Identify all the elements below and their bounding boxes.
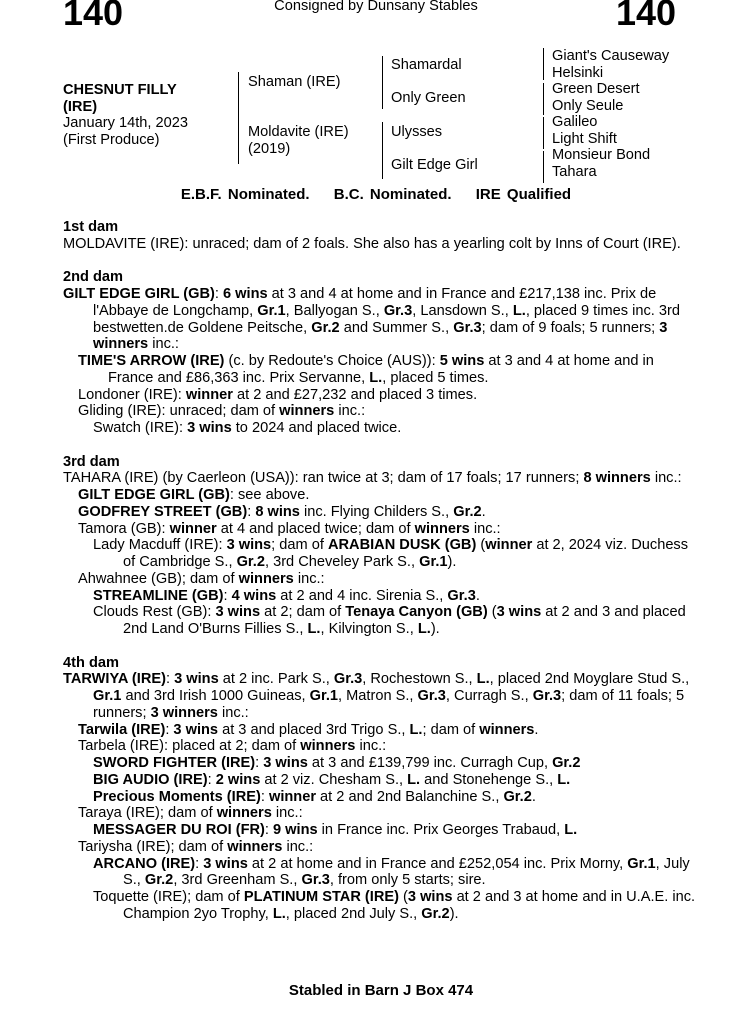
text: , placed 9 times inc. 3rd bestwetten.de Goldene Peitsche, xyxy=(93,302,680,336)
bold-text: SWORD FIGHTER (IRE) xyxy=(93,755,256,771)
text: inc.: xyxy=(148,336,179,353)
text: inc.: xyxy=(293,570,325,587)
text: at 2 and 4 inc. Sirenia S., xyxy=(276,587,448,604)
text: : xyxy=(247,503,256,520)
text: : xyxy=(260,788,269,805)
great-grandparents xyxy=(552,48,669,180)
text: inc. Flying Childers S., xyxy=(299,503,454,520)
section-heading: 2nd dam xyxy=(63,269,124,286)
bold-text: winner xyxy=(268,788,316,805)
bold-text: Tenaya Canyon (GB) xyxy=(345,604,488,621)
granddam-paternal: Only Green xyxy=(391,90,466,106)
text: to 2024 and placed twice. xyxy=(231,420,402,436)
text: at 2 and 3 at home and in U.A.E. inc. Champion 2yo Trophy, xyxy=(123,889,696,922)
pedigree-entry xyxy=(63,889,703,923)
text: ( xyxy=(398,889,408,905)
bold-text: L. xyxy=(369,369,383,386)
text: : xyxy=(207,771,216,788)
text: , July S., xyxy=(123,855,690,889)
bold-text: GILT EDGE GIRL (GB) xyxy=(63,286,215,302)
pedigree-entry xyxy=(63,387,703,404)
bold-text: L. xyxy=(512,302,526,319)
text: at 2 viz. Chesham S., xyxy=(260,771,408,788)
bold-text: 3 wins xyxy=(496,604,542,621)
bold-text: Precious Moments (IRE) xyxy=(93,788,261,805)
pedigree-entry xyxy=(63,353,703,387)
text: Swatch (IRE): xyxy=(93,420,188,436)
bold-text: winners xyxy=(238,570,294,587)
text: at 3 and 4 at home and in France and £217,138 inc. Prix de l'Abbaye de Longchamp, xyxy=(93,286,657,319)
bold-text: winners xyxy=(279,403,335,420)
bold-text: Gr.1 xyxy=(257,302,286,319)
pedigree-bracket-1 xyxy=(543,48,544,80)
bold-text: Gr.1 xyxy=(93,688,122,704)
text: at 4 and placed twice; dam of xyxy=(216,520,415,537)
bold-text: Gr.2 xyxy=(236,554,265,570)
text: inc.: xyxy=(271,805,303,822)
text: Gliding (IRE): unraced; dam of xyxy=(78,403,280,420)
bold-text: 3 wins xyxy=(226,537,272,554)
bold-text: 5 wins xyxy=(439,353,485,369)
text: at 2 and £27,232 and placed 3 times. xyxy=(232,386,478,403)
dam xyxy=(248,124,349,157)
bold-text: TARWIYA (IRE) xyxy=(63,671,166,688)
text: at 2; dam of xyxy=(260,604,346,621)
text: : xyxy=(264,822,273,838)
text: , 3rd Cheveley Park S., xyxy=(264,554,420,570)
text: Tamora (GB): xyxy=(78,520,170,537)
bold-text: Gr.1 xyxy=(419,554,448,570)
great-grandparent-8: Tahara xyxy=(552,163,597,180)
great-grandparent-7: Monsieur Bond xyxy=(552,147,651,163)
text: , Matron S., xyxy=(338,688,418,704)
text: at 3 and placed 3rd Trigo S., xyxy=(218,721,410,738)
bold-text: Gr.2 xyxy=(421,905,450,922)
bold-text: Gr.2 xyxy=(552,755,581,771)
pedigree-entry xyxy=(63,286,703,353)
bold-text: Gr.3 xyxy=(447,587,476,604)
great-grandparent-4: Only Seule xyxy=(552,97,624,114)
text: TAHARA (IRE) (by Caerleon (USA)): ran twice at 3; dam of 17 foals; 17 runners; xyxy=(63,470,584,487)
text: ; dam of xyxy=(271,537,328,554)
bold-text: Gr.2 xyxy=(144,872,174,889)
text: Toquette (IRE); dam of xyxy=(93,889,244,905)
horse-sex-line-2: (IRE) xyxy=(63,98,98,115)
text: at 2 and 3 and placed 2nd Land O'Burns Fillies S., xyxy=(123,604,686,637)
text: Clouds Rest (GB): xyxy=(93,604,216,621)
text: Ahwahnee (GB); dam of xyxy=(78,570,239,587)
bold-text: ARABIAN DUSK (GB) xyxy=(327,537,477,554)
text: , Lansdown S., xyxy=(412,302,513,319)
text: ; dam of xyxy=(422,721,480,738)
text: , Ballyogan S., xyxy=(285,302,384,319)
text: ; dam of 9 foals; 5 runners; xyxy=(481,319,660,336)
bold-text: winners xyxy=(414,520,470,537)
pedigree-bracket-sire-line xyxy=(382,56,383,109)
bold-text: winner xyxy=(485,537,533,554)
granddam-maternal: Gilt Edge Girl xyxy=(391,157,478,173)
pedigree-entry xyxy=(63,537,703,571)
bold-text: L. xyxy=(557,771,571,788)
text: , placed 5 times. xyxy=(382,369,489,386)
text: at 2 and 2nd Balanchine S., xyxy=(316,788,504,805)
text: Tariysha (IRE); dam of xyxy=(78,838,228,855)
pedigree-entry xyxy=(63,588,703,605)
grandsire-paternal: Shamardal xyxy=(391,57,462,73)
bold-text: L. xyxy=(272,905,286,922)
pedigree-entry xyxy=(63,738,703,755)
great-grandparent-1: Giant's Causeway xyxy=(552,48,670,64)
text: : xyxy=(223,587,232,604)
bold-text: 3 wins xyxy=(187,420,232,436)
bold-text: Gr.1 xyxy=(627,855,656,872)
pedigree-bracket-dam-line xyxy=(382,122,383,179)
bold-text: L. xyxy=(564,822,578,838)
dam-line-2: (2019) xyxy=(248,140,291,157)
text: at 2 inc. Park S., xyxy=(218,671,334,688)
text: , placed 2nd Moyglare Stud S., xyxy=(489,671,690,688)
text: ). xyxy=(449,905,459,922)
bold-text: winners xyxy=(227,838,283,855)
grandsire-maternal: Ulysses xyxy=(391,124,443,140)
text: Taraya (IRE); dam of xyxy=(78,805,217,822)
bold-text: 3 wins xyxy=(407,889,453,905)
bold-text: Gr.2 xyxy=(453,503,482,520)
bold-text: 3 winners xyxy=(93,319,668,353)
nomination-bc: B.C. Nominated. xyxy=(333,186,452,203)
text: , Rochestown S., xyxy=(362,671,477,688)
text: . xyxy=(534,721,539,738)
great-grandparent-6: Light Shift xyxy=(552,130,617,147)
text: : xyxy=(195,855,204,872)
nomination-ire-qualified: IRE Qualified xyxy=(475,186,572,203)
text: inc.: xyxy=(469,520,501,537)
bold-text: 6 wins xyxy=(223,286,268,302)
bold-text: winner xyxy=(185,386,233,403)
text: ( xyxy=(487,604,497,621)
text: inc.: xyxy=(282,838,314,855)
text: , Kilvington S., xyxy=(320,621,418,637)
bold-text: Gr.3 xyxy=(417,688,446,704)
pedigree-entry xyxy=(63,604,703,638)
pedigree-bracket-sire-dam xyxy=(238,72,239,164)
text: at 3 and 4 at home and in France and £86,363 inc. Prix Servanne, xyxy=(108,353,654,386)
bold-text: 9 wins xyxy=(273,822,318,838)
bold-text: L. xyxy=(417,621,431,637)
nomination-ebf: E.B.F. Nominated. xyxy=(180,186,310,203)
pedigree-entry xyxy=(63,403,703,420)
text: : xyxy=(165,721,174,738)
bold-text: Gr.2 xyxy=(311,319,340,336)
bold-text: Gr.3 xyxy=(301,872,330,889)
text: inc.: xyxy=(650,470,682,487)
bold-text: 3 wins xyxy=(215,604,261,621)
horse-sex-breeding xyxy=(63,82,177,115)
pedigree-entry xyxy=(63,671,703,721)
bold-text: GILT EDGE GIRL (GB) xyxy=(78,487,230,503)
bold-text: MESSAGER DU ROI (FR) xyxy=(93,822,265,838)
bold-text: Gr.3 xyxy=(532,688,562,704)
bold-text: 4 wins xyxy=(231,587,277,604)
text: (c. by Redoute's Choice (AUS)): xyxy=(224,353,440,369)
bold-text: Gr.3 xyxy=(453,319,482,336)
pedigree-entry xyxy=(63,504,703,521)
pedigree-bracket-3 xyxy=(543,117,544,149)
text: , 3rd Greenham S., xyxy=(173,872,302,889)
pedigree-bracket-2 xyxy=(543,83,544,115)
pedigree-entry xyxy=(63,789,703,806)
text: ). xyxy=(430,621,440,637)
pedigree-entry xyxy=(63,805,703,822)
pedigree-entry xyxy=(63,236,703,253)
lot-number-right: 140 xyxy=(616,0,677,33)
bold-text: winner xyxy=(169,520,217,537)
nominations xyxy=(0,186,750,203)
great-grandparent-2: Helsinki xyxy=(552,64,604,81)
pedigree-entry xyxy=(63,755,703,772)
text: inc.: xyxy=(355,738,387,755)
bold-text: Gr.3 xyxy=(333,671,363,688)
bold-text: L. xyxy=(476,671,490,688)
bold-text: 8 winners xyxy=(583,470,651,487)
text: at 3 and £139,799 inc. Curragh Cup, xyxy=(307,755,553,771)
bold-text: 8 wins xyxy=(255,503,300,520)
section-heading: 1st dam xyxy=(63,219,119,235)
section-heading: 3rd dam xyxy=(63,453,120,470)
text: . xyxy=(481,503,486,520)
bold-text: Tarwila (IRE) xyxy=(78,721,166,738)
bold-text: 3 wins xyxy=(203,855,248,872)
text: and 3rd Irish 1000 Guineas, xyxy=(121,688,310,704)
section-heading: 4th dam xyxy=(63,654,119,671)
horse-date-of-birth xyxy=(63,115,188,148)
text: : see above. xyxy=(229,487,310,503)
consignor: Consigned by Dunsany Stables xyxy=(274,0,478,14)
pedigree-entry xyxy=(63,521,703,538)
text: and Summer S., xyxy=(339,319,454,336)
horse-sex-line-1: CHESNUT FILLY xyxy=(63,82,177,98)
bold-text: L. xyxy=(409,721,423,738)
text: . xyxy=(531,788,536,805)
bold-text: Gr.2 xyxy=(503,788,532,805)
text: inc.: xyxy=(334,403,366,420)
text: Lady Macduff (IRE): xyxy=(93,537,227,554)
bold-text: winners xyxy=(300,738,356,755)
text: inc.: xyxy=(217,704,249,721)
pedigree-entry xyxy=(63,722,703,739)
bold-text: 3 wins xyxy=(173,721,219,738)
bold-text: L. xyxy=(407,771,421,788)
text: ; dam of 11 foals; 5 runners; xyxy=(93,688,685,721)
pedigree-entry xyxy=(63,470,703,487)
dob-line-2: (First Produce) xyxy=(63,131,160,148)
text: , placed 2nd July S., xyxy=(285,905,422,922)
sire: Shaman (IRE) xyxy=(248,74,341,90)
text: MOLDAVITE (IRE): unraced; dam of 2 foals. She also has a yearling colt by Inns of Court (IRE). xyxy=(63,235,681,252)
great-grandparent-3: Green Desert xyxy=(552,81,640,97)
text: and Stonehenge S., xyxy=(420,771,558,788)
bold-text: STREAMLINE (GB) xyxy=(93,587,224,604)
bold-text: 2 wins xyxy=(215,771,261,788)
dob-line-1: January 14th, 2023 xyxy=(63,115,188,131)
bold-text: BIG AUDIO (IRE) xyxy=(93,771,208,788)
lot-number-left: 140 xyxy=(63,0,124,33)
pedigree-entry xyxy=(63,772,703,789)
great-grandparent-5: Galileo xyxy=(552,114,598,130)
bold-text: PLATINUM STAR (IRE) xyxy=(243,889,399,905)
text: at 2, 2024 viz. Duchess of Cambridge S., xyxy=(123,537,689,570)
pedigree-entry xyxy=(63,856,703,890)
text: at 2 at home and in France and £252,054 inc. Prix Morny, xyxy=(247,855,628,872)
pedigree-entry xyxy=(63,822,703,839)
pedigree-entry xyxy=(63,420,703,437)
dam-line-1: Moldavite (IRE) xyxy=(248,124,349,140)
bold-text: winners xyxy=(216,805,272,822)
text: ( xyxy=(476,537,486,554)
bold-text: Gr.3 xyxy=(383,302,413,319)
text: ). xyxy=(447,554,457,570)
pedigree-entry xyxy=(63,839,703,856)
text: : xyxy=(214,286,223,302)
bold-text: TIME'S ARROW (IRE) xyxy=(78,353,225,369)
text: : xyxy=(255,755,264,771)
bold-text: GODFREY STREET (GB) xyxy=(78,503,248,520)
bold-text: ARCANO (IRE) xyxy=(93,855,196,872)
text: , from only 5 starts; sire. xyxy=(329,872,486,889)
bold-text: Gr.1 xyxy=(309,688,339,704)
bold-text: 3 wins xyxy=(263,755,308,771)
pedigree-bracket-4 xyxy=(543,151,544,183)
text: in France inc. Prix Georges Trabaud, xyxy=(317,822,565,838)
pedigree-entry xyxy=(63,571,703,588)
bold-text: L. xyxy=(307,621,321,637)
pedigree-entry xyxy=(63,487,703,504)
bold-text: 3 winners xyxy=(150,704,218,721)
text: Londoner (IRE): xyxy=(78,386,186,403)
stabling-location: Stabled in Barn J Box 474 xyxy=(288,982,474,999)
produce-record xyxy=(63,219,703,923)
text: : xyxy=(165,671,175,688)
bold-text: 3 wins xyxy=(174,671,219,688)
text: Tarbela (IRE): placed at 2; dam of xyxy=(78,738,301,755)
bold-text: winners xyxy=(479,721,535,738)
text: , Curragh S., xyxy=(445,688,533,704)
text: . xyxy=(475,587,480,604)
